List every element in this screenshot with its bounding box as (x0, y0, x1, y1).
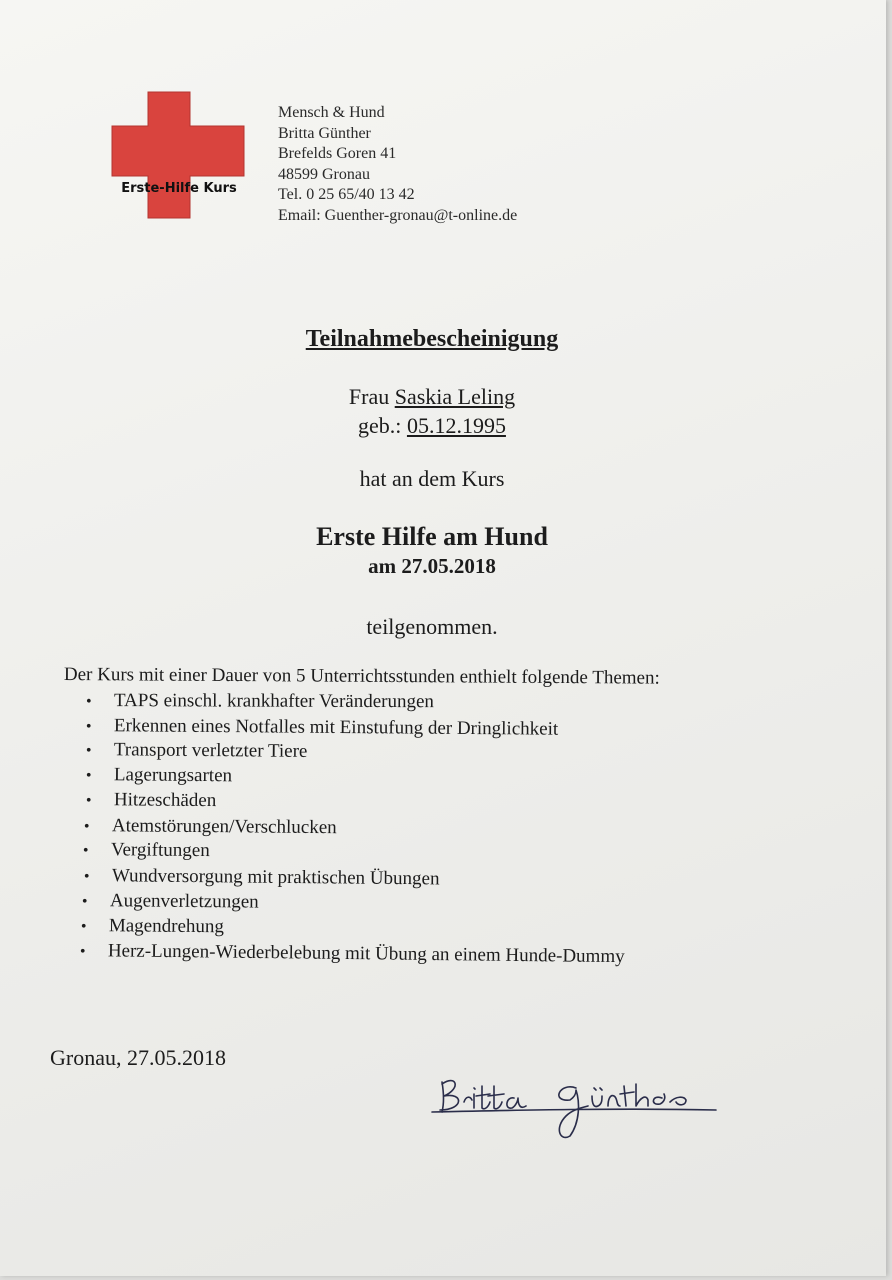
sender-name: Britta Günther (278, 124, 371, 142)
bullet-icon: • (85, 693, 92, 711)
sender-email: Email: Guenther-gronau@t-online.de (278, 206, 518, 224)
participant-line (0, 384, 864, 410)
bullet-icon: • (85, 766, 92, 785)
sender-phone: Tel. 0 25 65/40 13 42 (278, 186, 415, 203)
topic-item (86, 789, 217, 812)
logo-text: Erste-Hilfe Kurs (121, 181, 237, 196)
topic-item (86, 764, 232, 787)
bullet-icon: • (83, 817, 90, 836)
bullet-icon: • (79, 942, 86, 961)
birth-label: geb.: (358, 413, 402, 438)
course-name: Erste Hilfe am Hund (316, 522, 548, 551)
salutation: Frau (348, 384, 390, 409)
topic-item (80, 940, 625, 968)
first-aid-cross-logo (108, 90, 248, 220)
topic-item (86, 690, 434, 713)
topic-text: Transport verletzter Tiere (113, 739, 308, 762)
bullet-icon: • (80, 917, 87, 936)
topic-item (81, 915, 224, 938)
topics-intro: Der Kurs mit einer Dauer von 5 Unterrichtsstunden enthielt folgende Themen: (63, 664, 660, 689)
birth-line (0, 413, 864, 439)
bullet-icon: • (81, 892, 88, 911)
place-and-date: Gronau, 27.05.2018 (50, 1045, 226, 1070)
topic-item (86, 715, 558, 741)
handwritten-signature (430, 1072, 720, 1144)
topic-text: Magendrehung (108, 915, 225, 938)
topic-text: Hitzeschäden (113, 789, 217, 812)
topic-text: Wundversorgung mit praktischen Übungen (111, 865, 440, 890)
topic-text: Vergiftungen (110, 839, 210, 862)
bullet-icon: • (82, 841, 89, 860)
red-cross-icon (112, 92, 244, 218)
sender-organization: Mensch & Hund (278, 104, 385, 121)
topic-text: Augenverletzungen (109, 890, 259, 913)
bullet-icon: • (85, 791, 92, 810)
topic-item (82, 890, 259, 914)
participation-line: teilgenommen. (366, 614, 498, 639)
topic-text: Herz-Lungen-Wiederbelebung mit Übung an einem Hunde-Dummy (107, 940, 625, 968)
sender-city: 48599 Gronau (278, 165, 370, 183)
topic-text: Erkennen eines Notfalles mit Einstufung der Dringlichkeit (113, 715, 559, 740)
bullet-icon: • (85, 717, 92, 736)
document-title: Teilnahmebescheinigung (305, 326, 559, 352)
course-date: am 27.05.2018 (368, 554, 496, 578)
topic-item (84, 815, 337, 839)
topic-text: Atemstörungen/Verschlucken (111, 815, 337, 839)
participant-name: Saskia Leling (394, 384, 516, 409)
topic-item (83, 839, 210, 862)
topic-text: Lagerungsarten (113, 764, 233, 787)
topic-item (86, 739, 308, 763)
sender-street: Brefelds Goren 41 (278, 145, 397, 162)
bullet-icon: • (85, 741, 92, 760)
birth-date: 05.12.1995 (406, 413, 506, 438)
sender-address (278, 103, 517, 226)
course-intro-line: hat an dem Kurs (359, 466, 505, 491)
bullet-icon: • (83, 867, 90, 886)
topic-item (84, 865, 440, 890)
topic-text: TAPS einschl. krankhafter Veränderungen (113, 690, 434, 713)
